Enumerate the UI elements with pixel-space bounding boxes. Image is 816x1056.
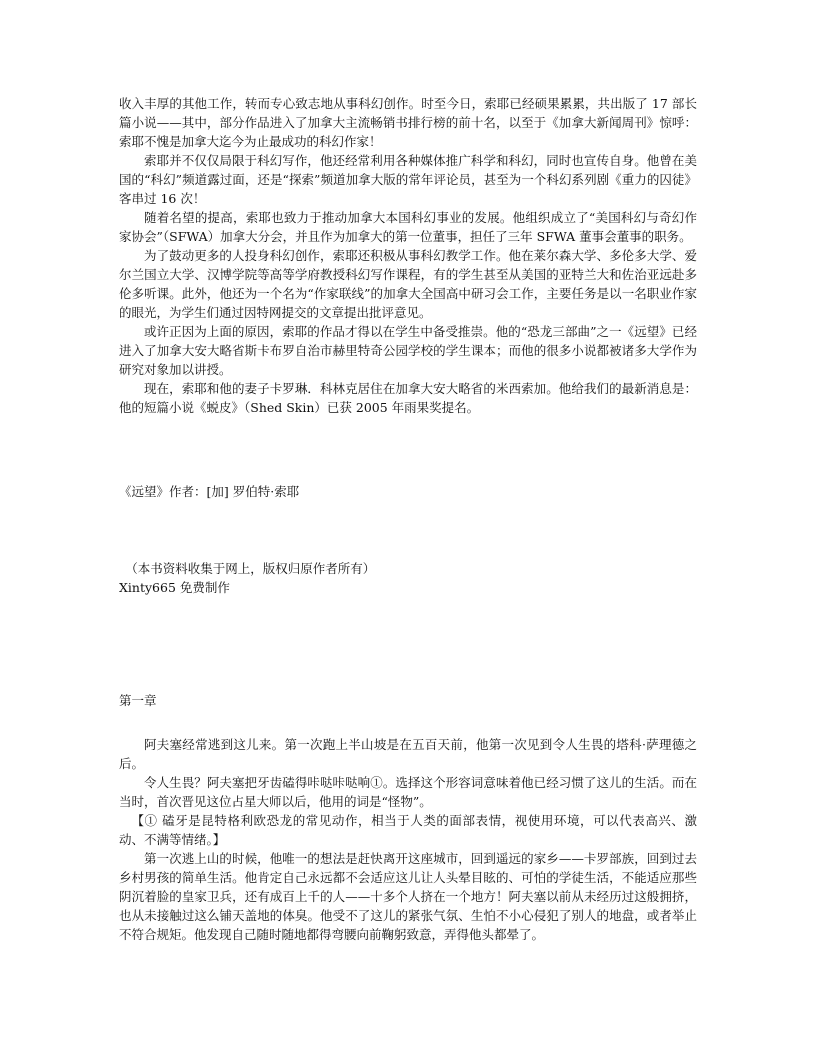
chapter-paragraph: 令人生畏？阿夫塞把牙齿磕得咔哒咔哒响①。选择这个形容词意味着他已经习惯了这儿的生活。而在当时，首次晋见这位占星大师以后，他用的词是“怪物”。 — [119, 775, 697, 809]
bio-paragraph: 收入丰厚的其他工作，转而专心致志地从事科幻创作。时至今日，索耶已经硕果累累，共出版了 17 部长篇小说——其中，部分作品进入了加拿大主流畅销书排行榜的前十名，以至于《加拿大新闻周刊》惊呼：索耶不愧是加拿大迄今为止最成功的科幻作家！ — [119, 96, 697, 149]
spacer — [119, 597, 697, 691]
spacer — [119, 710, 697, 735]
bio-paragraph: 或许正因为上面的原因，索耶的作品才得以在学生中备受推崇。他的“恐龙三部曲”之一《远望》已经进入了加拿大安大略省斯卡布罗自治市赫里特奇公园学校的学生课本；而他的很多小说都被诸多大学作为研究对象加以讲授。 — [119, 324, 697, 377]
maker-credit: Xinty665 免费制作 — [119, 580, 230, 595]
book-title-line: 《远望》作者：[加] 罗伯特·索耶 — [119, 484, 300, 499]
chapter-heading: 第一章 — [119, 693, 157, 708]
spacer — [119, 417, 697, 482]
document-page — [119, 94, 697, 944]
bio-paragraph: 索耶并不仅仅局限于科幻写作，他还经常利用各种媒体推广科学和科幻，同时也宣传自身。他曾在美国的“科幻”频道露过面，还是“探索”频道加拿大版的常年评论员，甚至为一个科幻系列剧《重力的囚徒》客串过 16 次！ — [119, 153, 697, 206]
bio-paragraph: 为了鼓动更多的人投身科幻创作，索耶还积极从事科幻教学工作。他在莱尔森大学、多伦多大学、爱尔兰国立大学、汉博学院等高等学府教授科幻写作课程，有的学生甚至从美国的亚特兰大和佐治亚远赴多伦多听课。此外，他还为一个名为“作家联线”的加拿大全国高中研习会工作，主要任务是以一名职业作家的眼光，为学生们通过因特网提交的文章提出批评意见。 — [119, 248, 697, 320]
chapter-paragraph: 第一次逃上山的时候，他唯一的想法是赶快离开这座城市，回到遥远的家乡——卡罗部族，回到过去乡村男孩的简单生活。他肯定自己永远都不会适应这儿让人头晕目眩的、可怕的学徒生活，不能适应那些阴沉着脸的皇家卫兵，还有成百上千的人——十多个人挤在一个地方！阿夫塞以前从未经历过这般拥挤，也从未接触过这么铺天盖地的体臭。他受不了这儿的紧张气氛、生怕不小心侵犯了别人的地盘，或者举止不符合规矩。他发现自己随时随地都得弯腰向前鞠躬致意，弄得他头都晕了。 — [119, 851, 697, 942]
bio-paragraph: 现在，索耶和他的妻子卡罗琳．科林克居住在加拿大安大略省的米西索加。他给我们的最新消息是：他的短篇小说《蜕皮》（Shed Skin）已获 2005 年雨果奖提名。 — [119, 381, 697, 415]
footnote: 【① 磕牙是昆特格利欧恐龙的常见动作，相当于人类的面部表情，视使用环境，可以代表高兴、激动、不满等情绪。】 — [119, 813, 697, 847]
spacer — [119, 501, 697, 559]
chapter-paragraph: 阿夫塞经常逃到这儿来。第一次跑上半山坡是在五百天前，他第一次见到令人生畏的塔科·萨理德之后。 — [119, 737, 697, 771]
bio-paragraph: 随着名望的提高，索耶也致力于推动加拿大本国科幻事业的发展。他组织成立了“美国科幻与奇幻作家协会”（SFWA）加拿大分会，并且作为加拿大的第一位董事，担任了三年 SFWA 董事会董事的职务。 — [119, 210, 697, 244]
source-note: （本书资料收集于网上，版权归原作者所有） — [125, 561, 376, 576]
